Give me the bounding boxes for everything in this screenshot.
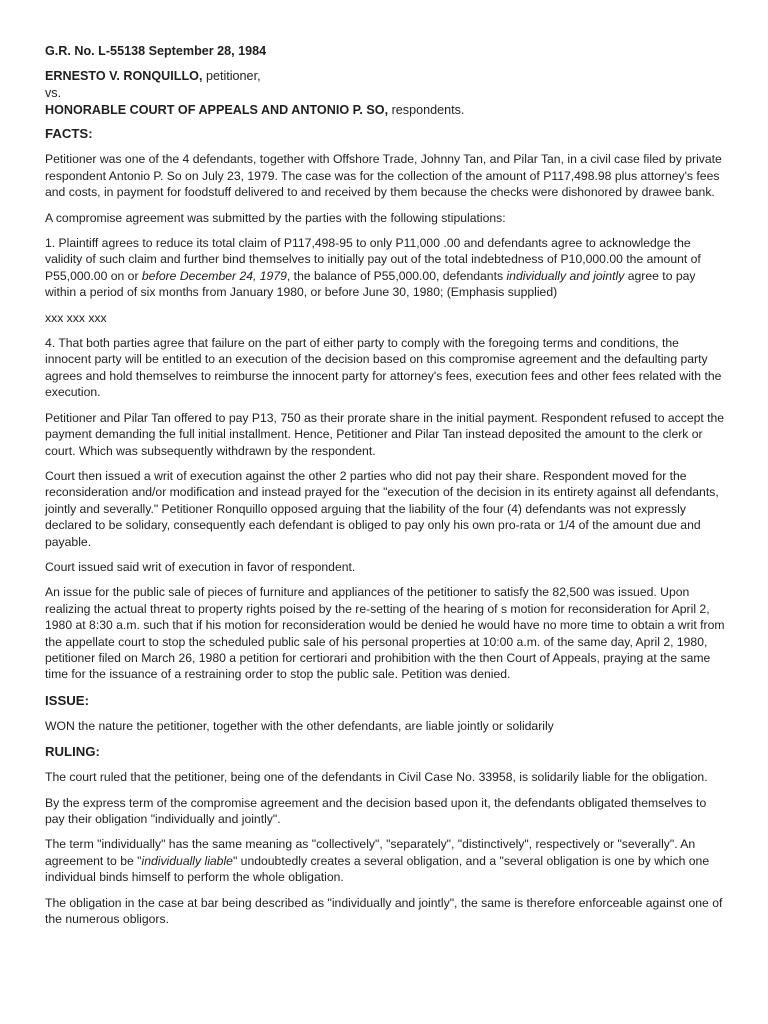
ruling-paragraph (45, 836, 725, 885)
facts-paragraph: A compromise agreement was submitted by the parties with the following stipulations: (45, 210, 506, 225)
ruling-text: " undoubtedly creates a several obligation, and a "several obligation is one by which one individual binds himself to perform the whole obligation. (45, 853, 710, 885)
case-citation: G.R. No. L-55138 September 28, 1984 (45, 44, 267, 58)
stipulation-emphasis: before December 24, 1979 (141, 268, 287, 283)
ruling-heading: RULING: (45, 744, 100, 760)
respondents-line (45, 102, 725, 119)
stipulation-text: agree to pay within a period of six months from January 1980, or before June 30, 1980; (Emphasis supplied) (45, 268, 696, 300)
ruling-paragraph: The obligation in the case at bar being described as "individually and jointly", the same is therefore enforceable against one of the numerous obligors. (45, 895, 723, 927)
facts-paragraph: Petitioner and Pilar Tan offered to pay P13, 750 as their prorate share in the initial payment. Respondent refused to accept the payment demanding the full initial installment. Hence, Petitioner and Pilar Tan instead deposited the amount to the clerk or court. Which was subsequently withdrawn by the respondent. (45, 410, 725, 458)
issue-heading: ISSUE: (45, 692, 89, 708)
respondents-name: HONORABLE COURT OF APPEALS AND ANTONIO P. SO, (45, 103, 389, 118)
stipulation-1 (45, 235, 725, 301)
respondents-role: respondents. (388, 103, 465, 118)
ellipsis-line: xxx xxx xxx (45, 310, 107, 325)
ruling-emphasis: individually liable (141, 853, 233, 868)
versus-line: vs. (45, 86, 62, 101)
case-parties (45, 68, 725, 119)
ruling-text: The term "individually" has the same meaning as "collectively", "separately", "distinctively", respectively or "severally". An agreement to be " (45, 837, 696, 868)
facts-heading: FACTS: (45, 126, 93, 142)
petitioner-role: petitioner, (202, 69, 261, 84)
stipulation-text: 1. Plaintiff agrees to reduce its total claim of P117,498-95 to only P11,000 .00 and defendants agree to acknowledge the validity of such claim and further bind themselves to initially pay out of the total indebtedness of P10,000.00 the amount of P55,000.00 on or (45, 236, 701, 283)
stipulation-4: 4. That both parties agree that failure on the part of either party to comply with the foregoing terms and conditions, the innocent party will be entitled to an execution of the decision based on this compromise agreement and the defaulting party agrees and hold themselves to reimburse the innocent party for attorney's fees, execution fees and other fees related with the execution. (45, 336, 722, 400)
facts-paragraph: Petitioner was one of the 4 defendants, together with Offshore Trade, Johnny Tan, and Pilar Tan, in a civil case filed by private respondent Antonio P. So on July 23, 1979. The case was for the collection of the amount of P117,498.98 plus attorney's fees and costs, in payment for foodstuff delivered to and received by them because the checks were dishonored by drawee bank. (45, 152, 722, 200)
case-digest-page (45, 43, 725, 936)
stipulation-text: , the balance of P55,000.00, defendants (286, 268, 507, 283)
facts-paragraph: An issue for the public sale of pieces of furniture and appliances of the petitioner to satisfy the 82,500 was issued. Upon realizing the actual threat to property rights poised by the re-setting of the hearing of s motion for reconsideration for April 2, 1980 at 8:30 a.m. such that if his motion for reconsideration would be denied he would have no more time to obtain a writ from the appellate court to stop the scheduled public sale of his personal properties at 10:00 a.m. of the same day, April 2, 1980, petitioner filed on March 26, 1980 a petition for certiorari and prohibition with the then Court of Appeals, praying at the same time for the issuance of a restraining order to stop the public sale. Petition was denied. (45, 585, 725, 682)
ruling-paragraph: The court ruled that the petitioner, being one of the defendants in Civil Case No. 33958, is solidarily liable for the obligation. (45, 770, 708, 785)
petitioner-line (45, 68, 725, 85)
stipulation-emphasis: individually and jointly (506, 268, 625, 283)
ruling-paragraph: By the express term of the compromise agreement and the decision based upon it, the defendants obligated themselves to pay their obligation "individually and jointly". (45, 795, 707, 826)
facts-paragraph: Court then issued a writ of execution against the other 2 parties who did not pay their share. Respondent moved for the reconsideration and/or modification and instead prayed for the "execution of the decision in its entirety against all defendants, jointly and severally." Petitioner Ronquillo opposed arguing that the liability of the four (4) defendants was not expressly declared to be solidary, consequently each defendant is obliged to pay only his own pro-rata or 1/4 of the amount due and payable. (45, 468, 719, 549)
facts-paragraph: Court issued said writ of execution in favor of respondent. (45, 559, 356, 574)
petitioner-name: ERNESTO V. RONQUILLO, (45, 69, 203, 84)
issue-paragraph: WON the nature the petitioner, together with the other defendants, are liable jointly or solidarily (45, 718, 554, 733)
